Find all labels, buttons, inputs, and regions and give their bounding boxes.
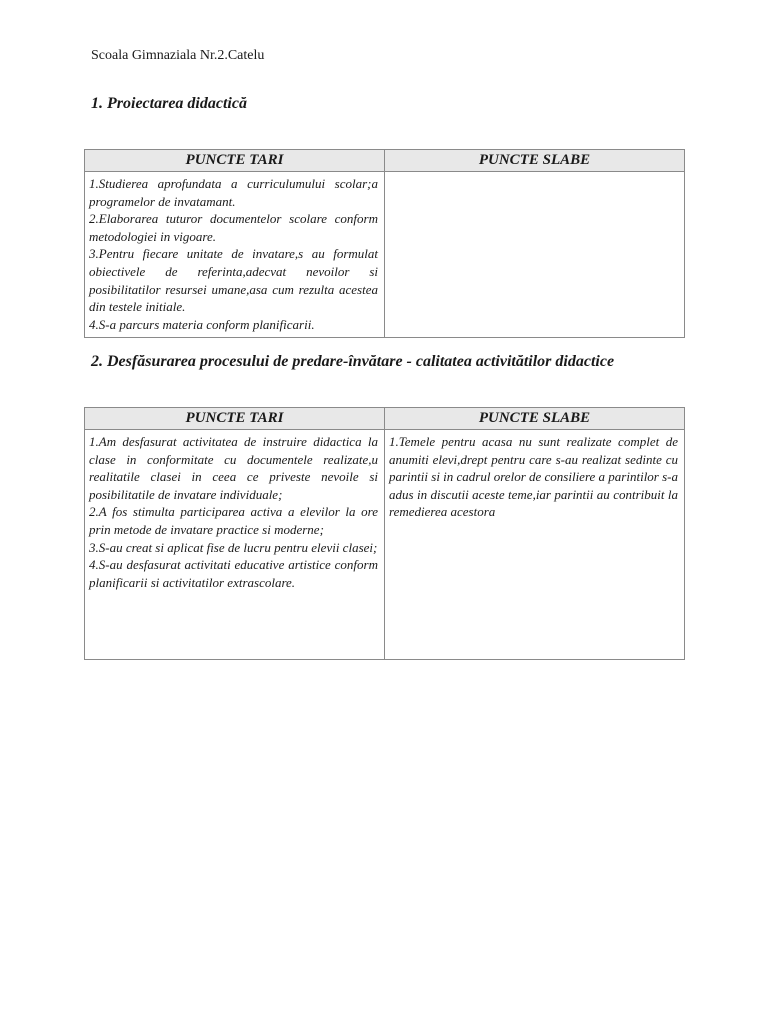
school-name: Scoala Gimnaziala Nr.2.Catelu bbox=[91, 48, 265, 63]
section-2-title: 2. Desfăsurarea procesului de predare-învătare - calitatea activitătilor didactice bbox=[91, 353, 615, 370]
strengths-header: PUNCTE TARI bbox=[85, 408, 385, 430]
strength-item: 3.S-au creat si aplicat fise de lucru pentru elevii clasei; bbox=[89, 539, 378, 555]
weaknesses-cell bbox=[385, 172, 685, 338]
strengths-header: PUNCTE TARI bbox=[85, 150, 385, 172]
weaknesses-header: PUNCTE SLABE bbox=[385, 150, 685, 172]
strength-item: 2.A fos stimulta participarea activa a elevilor la ore prin metode de invatare practice si moderne; bbox=[89, 504, 378, 537]
strength-item: 1.Am desfasurat activitatea de instruire didactica la clase in conformitate cu documentele realizate,u realitatile clasei in ceea ce priveste nevoile si posibilitatile de invatare individuale; bbox=[89, 434, 378, 502]
strengths-cell bbox=[85, 430, 385, 660]
strength-item: 2.Elaborarea tuturor documentelor scolare conform metodologiei in vigoare. bbox=[89, 211, 378, 244]
section-2-table bbox=[84, 407, 685, 660]
section-1-title: 1. Proiectarea didactică bbox=[91, 95, 247, 112]
strengths-cell bbox=[85, 172, 385, 338]
strength-item: 4.S-a parcurs materia conform planificarii. bbox=[89, 316, 315, 332]
weaknesses-cell bbox=[385, 430, 685, 660]
strength-item: 3.Pentru fiecare unitate de invatare,s au formulat obiectivele de referinta,adecvat nevoilor si posibilitatilor resursei umane,asa cum rezulta acestea din testele initiale. bbox=[89, 246, 378, 315]
strength-item: 1.Studierea aprofundata a curriculumului scolar;a programelor de invatamant. bbox=[89, 176, 378, 209]
weakness-item: 1.Temele pentru acasa nu sunt realizate complet de anumiti elevi,drept pentru care s-au realizat sedinte cu parintii si in cadrul orelor de consiliere a parintilor s-a adus in discutii aceste teme,iar parintii au contribuit la remedierea acestora bbox=[389, 434, 679, 520]
weaknesses-header: PUNCTE SLABE bbox=[385, 408, 685, 430]
section-1-table bbox=[84, 149, 685, 338]
strength-item: 4.S-au desfasurat activitati educative artistice conform planificarii si activitatilor extrascolare. bbox=[89, 557, 378, 590]
